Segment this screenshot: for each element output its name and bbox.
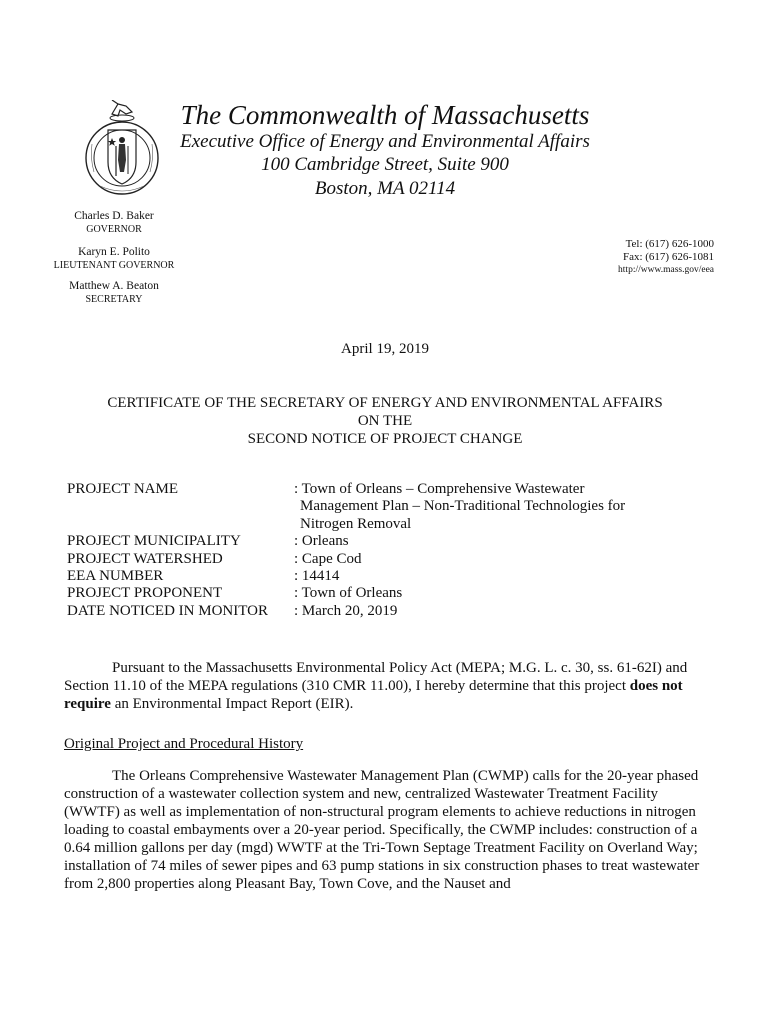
certificate-title xyxy=(60,394,710,448)
project-name-value xyxy=(294,481,654,533)
section-heading: Original Project and Procedural History xyxy=(64,736,304,752)
date-noticed-value: : March 20, 2019 xyxy=(294,602,398,619)
history-paragraph xyxy=(64,767,714,893)
paragraph-text: Pursuant to the Massachusetts Environmental Policy Act (MEPA; M.G. L. c. 30, ss. 61-62I) and Section 11.10 of the MEPA regulations (310 CMR 11.00), I hereby determine that this project xyxy=(64,660,688,694)
project-municipality-value: : Orleans xyxy=(294,533,349,550)
official-secretary xyxy=(44,280,184,306)
project-name-value-line: : Town of Orleans – Comprehensive Wastewater xyxy=(294,481,585,497)
letterhead-title: The Commonwealth of Massachusetts xyxy=(180,100,590,130)
eea-number-row xyxy=(67,568,654,585)
project-name-value-line: Management Plan – Non-Traditional Technologies for xyxy=(300,498,626,515)
official-name: Karyn E. Polito xyxy=(78,246,150,258)
project-info-table xyxy=(67,481,654,620)
official-title: GOVERNOR xyxy=(86,224,142,235)
document-date: April 19, 2019 xyxy=(341,341,429,357)
project-proponent-row xyxy=(67,585,654,602)
letterhead-office: Executive Office of Energy and Environmental Affairs xyxy=(180,131,590,152)
contact-block xyxy=(618,238,714,277)
paragraph-emphasis: does not require xyxy=(64,678,683,712)
date-noticed-row xyxy=(67,603,654,620)
official-lieutenant-governor xyxy=(44,246,184,272)
project-proponent-value: : Town of Orleans xyxy=(294,585,403,602)
project-watershed-label: PROJECT WATERSHED xyxy=(67,550,223,567)
contact-fax: Fax: (617) 626-1081 xyxy=(622,251,714,263)
project-name-value-line: Nitrogen Removal xyxy=(300,515,412,532)
official-name: Charles D. Baker xyxy=(74,210,154,222)
official-title: SECRETARY xyxy=(85,294,143,305)
certificate-title-line: SECOND NOTICE OF PROJECT CHANGE xyxy=(247,431,523,447)
certificate-title-line: CERTIFICATE OF THE SECRETARY OF ENERGY AND ENVIRONMENTAL AFFAIRS xyxy=(107,395,663,411)
project-municipality-label: PROJECT MUNICIPALITY xyxy=(67,533,241,550)
official-governor xyxy=(44,210,184,236)
letterhead-city: Boston, MA 02114 xyxy=(314,178,456,199)
project-name-label: PROJECT NAME xyxy=(67,481,178,497)
official-title: LIEUTENANT GOVERNOR xyxy=(53,260,175,271)
contact-tel: Tel: (617) 626-1000 xyxy=(625,238,714,250)
determination-paragraph xyxy=(64,659,714,713)
project-watershed-row xyxy=(67,551,654,568)
eea-number-label: EEA NUMBER xyxy=(67,568,164,585)
paragraph-text: an Environmental Impact Report (EIR). xyxy=(110,696,354,712)
project-name-row xyxy=(67,481,654,533)
letterhead-street: 100 Cambridge Street, Suite 900 xyxy=(261,154,509,175)
paragraph-text: The Orleans Comprehensive Wastewater Management Plan (CWMP) calls for the 20-year phased construction of a wastewater collection system and new, centralized Wastewater Treatment Facility (WWTF) as well as implementation of non-structural program elements to achieve reductions in nitrogen loading to coastal embayments over a 20-year period. Specifically, the CWMP includes: construction of a 0.64 million gallons per day (mgd) WWTF at the Tri-Town Septage Treatment Facility on Overland Way; installation of 74 miles of sewer pipes and 63 pump stations in six construction phases to treat wastewater from 2,800 properties along Pleasant Bay, Town Cove, and the Nauset and xyxy=(64,768,700,892)
project-proponent-label: PROJECT PROPONENT xyxy=(67,585,223,602)
massachusetts-state-seal-icon xyxy=(74,100,174,196)
certificate-title-line: ON THE xyxy=(357,413,413,429)
project-municipality-row xyxy=(67,533,654,550)
official-name: Matthew A. Beaton xyxy=(69,280,159,292)
eea-number-value: : 14414 xyxy=(294,568,340,585)
contact-url[interactable]: http://www.mass.gov/eea xyxy=(618,265,714,275)
project-watershed-value: : Cape Cod xyxy=(294,550,362,567)
date-noticed-label: DATE NOTICED IN MONITOR xyxy=(67,602,268,619)
